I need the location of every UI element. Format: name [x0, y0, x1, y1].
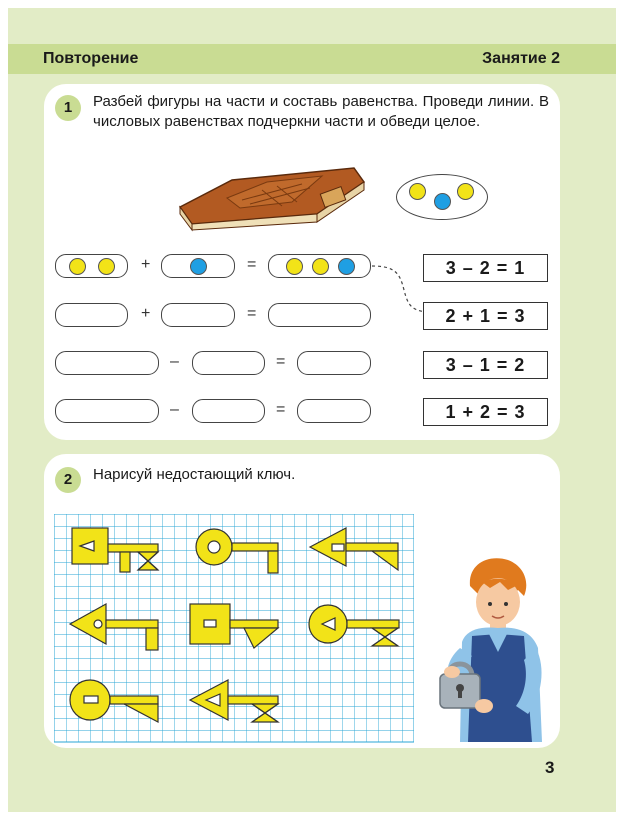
- empty-pill[interactable]: [192, 399, 265, 423]
- plus-sign: +: [141, 256, 151, 273]
- empty-pill[interactable]: [55, 351, 159, 375]
- equation-box: 3 – 2 = 1: [423, 254, 548, 282]
- empty-pill[interactable]: [161, 303, 235, 327]
- yellow-dot: [286, 258, 303, 275]
- blue-dot: [190, 258, 207, 275]
- part-pill-1: [55, 254, 128, 278]
- task-1-number: 1: [55, 95, 81, 121]
- yellow-dot: [457, 183, 474, 200]
- minus-sign: –: [170, 401, 179, 418]
- equals-sign: =: [247, 256, 257, 273]
- empty-pill[interactable]: [192, 351, 265, 375]
- task-2-text: Нарисуй недостающий ключ.: [93, 466, 296, 483]
- section-title: Повторение: [43, 50, 139, 67]
- boy-with-padlock-illustration: [432, 556, 550, 742]
- empty-pill[interactable]: [55, 399, 159, 423]
- dots-oval-sample: [396, 174, 488, 220]
- book-illustration: [172, 162, 372, 232]
- page-number: 3: [545, 758, 555, 777]
- equals-sign: =: [276, 401, 286, 418]
- yellow-dot: [312, 258, 329, 275]
- dashed-connector-line: [370, 260, 430, 320]
- equation-box: 3 – 1 = 2: [423, 351, 548, 379]
- page-header: [8, 44, 616, 74]
- empty-pill[interactable]: [297, 399, 371, 423]
- empty-pill[interactable]: [297, 351, 371, 375]
- blue-dot: [434, 193, 451, 210]
- empty-pill[interactable]: [268, 303, 371, 327]
- blue-dot: [338, 258, 355, 275]
- part-pill-2: [161, 254, 235, 278]
- equals-sign: =: [276, 353, 286, 370]
- yellow-dot: [409, 183, 426, 200]
- equals-sign: =: [247, 305, 257, 322]
- equation-box: 1 + 2 = 3: [423, 398, 548, 426]
- minus-sign: –: [170, 353, 179, 370]
- task-1-text: Разбей фигуры на части и составь равенства. Проведи линии. В числовых равенствах подчеркни части и обведи целое.: [93, 93, 549, 130]
- plus-sign: +: [141, 305, 151, 322]
- equation-box: 2 + 1 = 3: [423, 302, 548, 330]
- empty-pill[interactable]: [55, 303, 128, 327]
- task-2-number: 2: [55, 467, 81, 493]
- lesson-title: Занятие 2: [482, 50, 560, 67]
- yellow-dot: [69, 258, 86, 275]
- whole-pill: [268, 254, 371, 278]
- yellow-dot: [98, 258, 115, 275]
- key-grid: [54, 514, 414, 749]
